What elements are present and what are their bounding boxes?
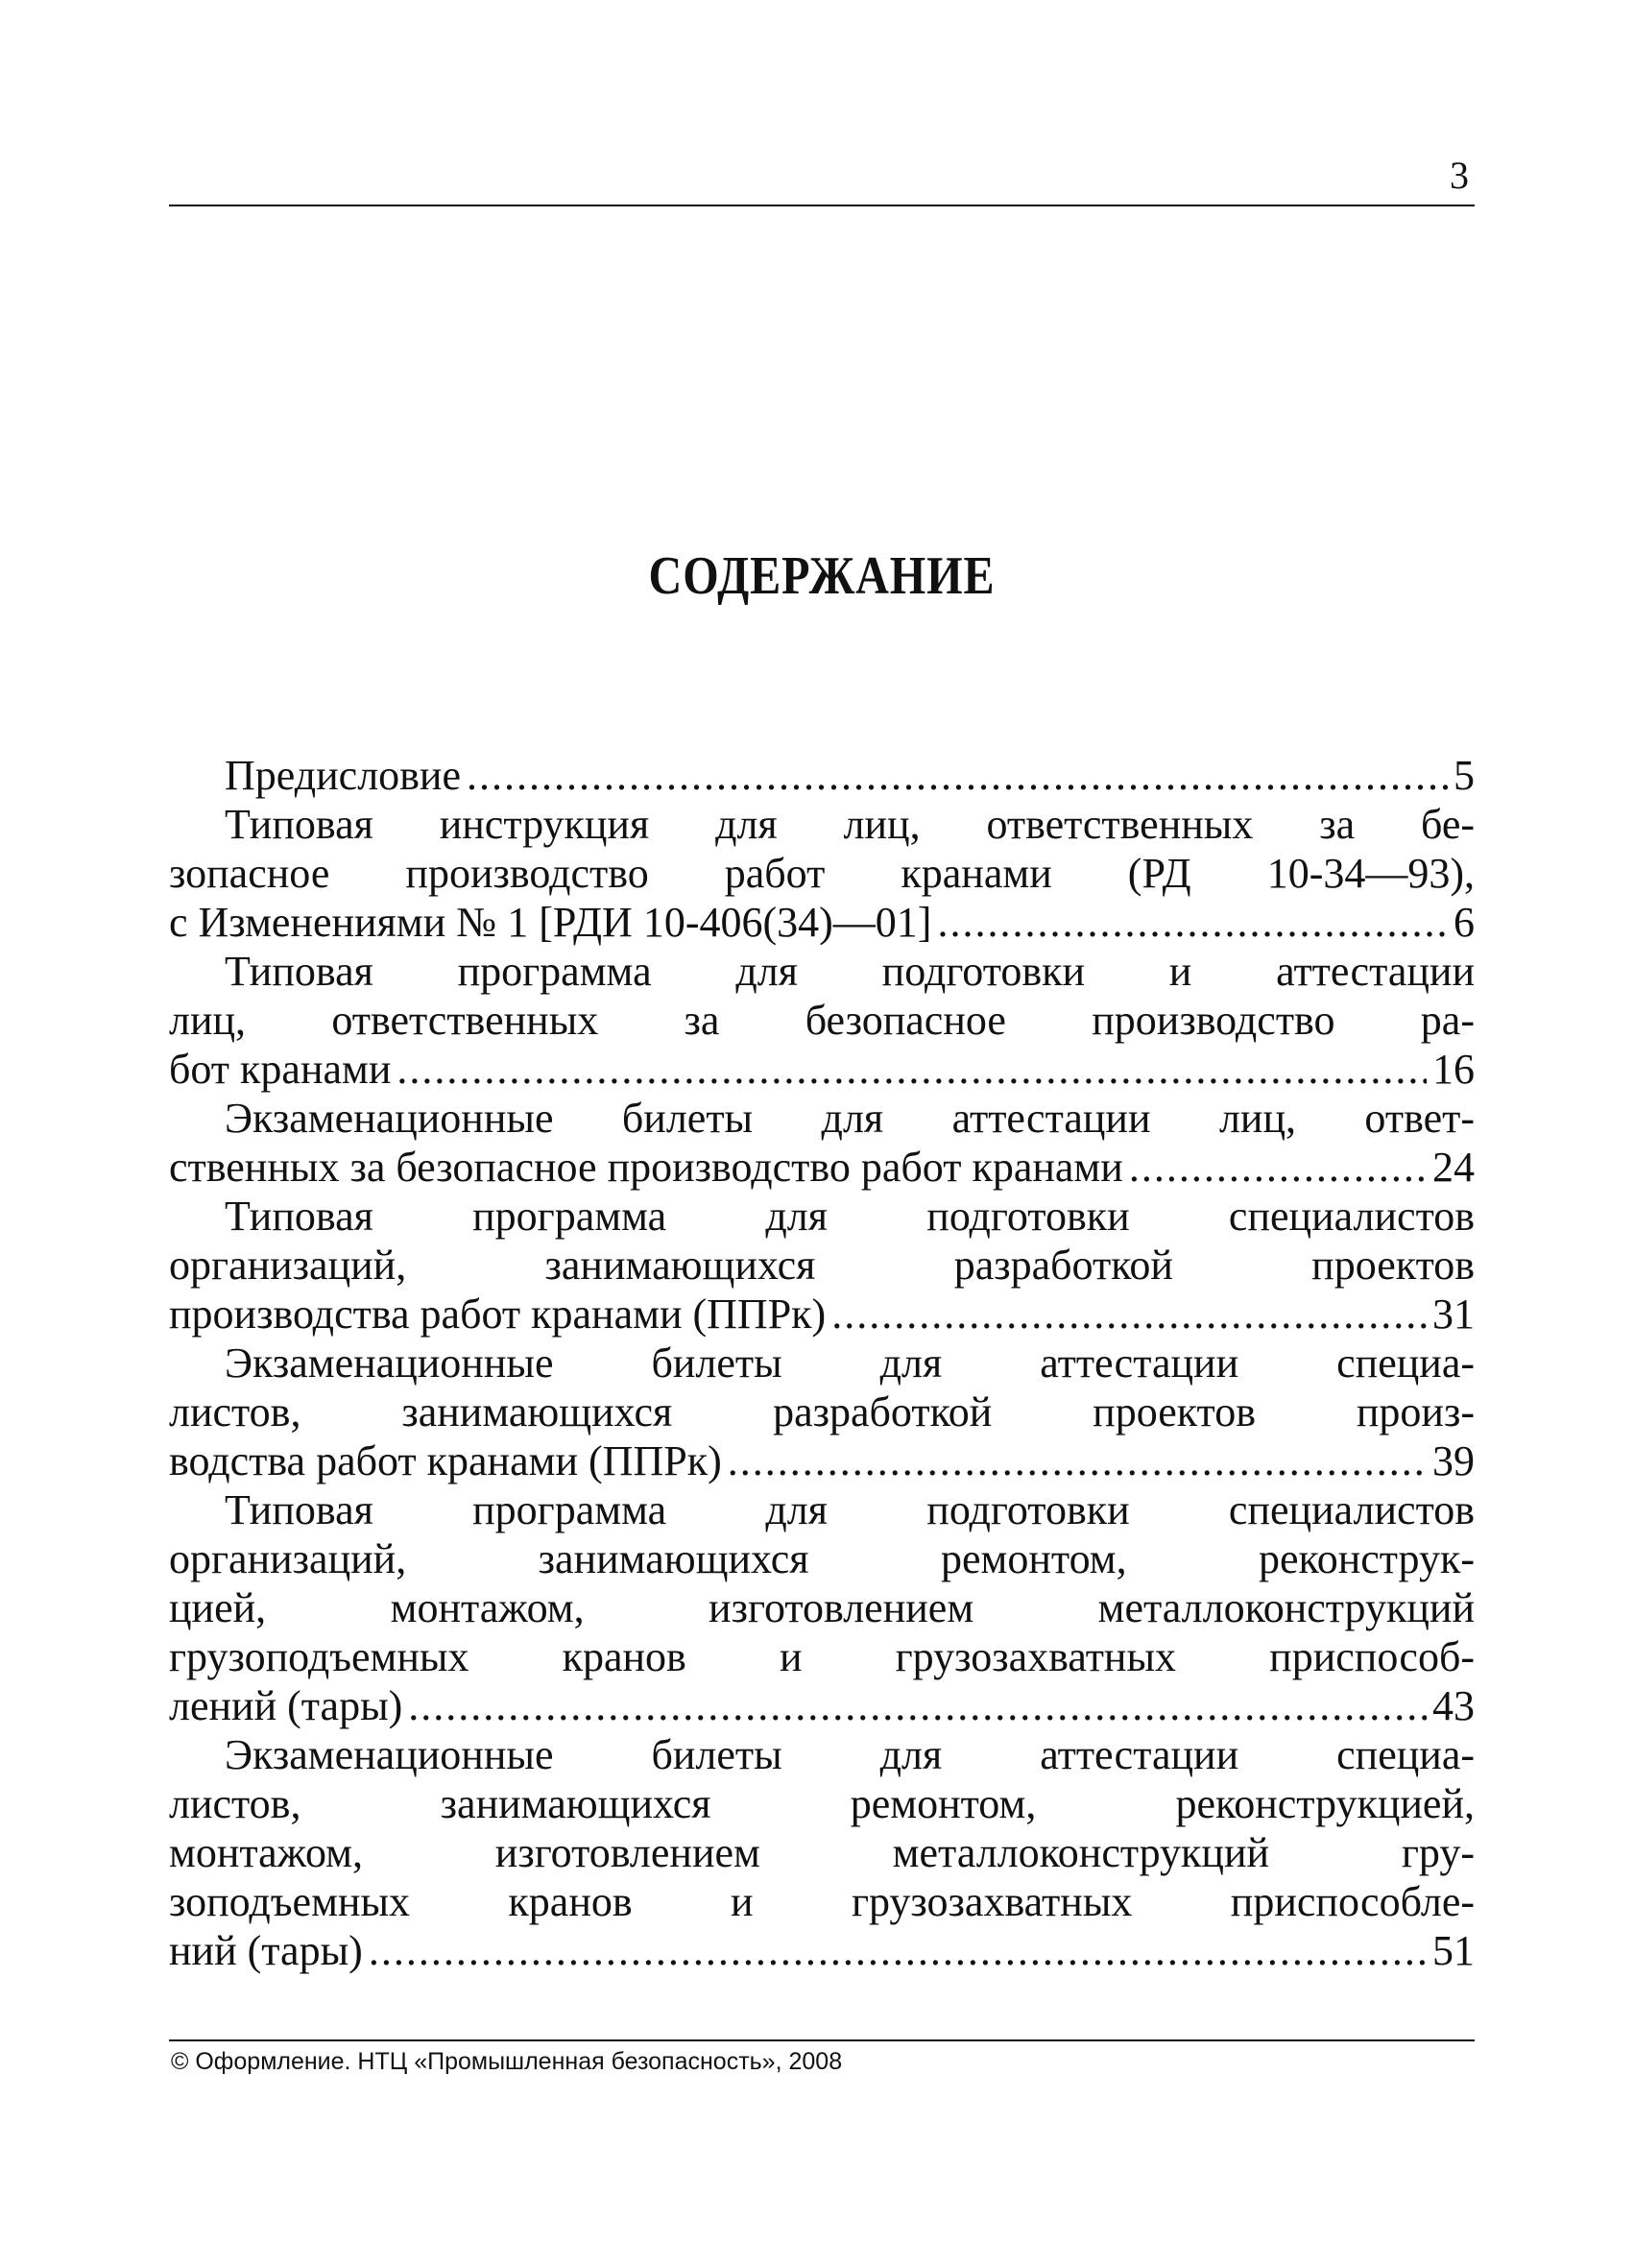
toc-entry[interactable]: [169, 751, 1475, 800]
footer-rule: [169, 2039, 1475, 2041]
toc-entry-title-line: производства работ кранами (ППРк): [169, 1291, 827, 1338]
toc-entry-last-line: [169, 1045, 1475, 1094]
toc-entry-title-line: с Изменениями № 1 [РДИ 10-406(34)—01]: [169, 899, 932, 946]
toc-entry-title-line: бот кранами: [169, 1046, 392, 1093]
toc-page-number: 24: [1432, 1144, 1475, 1191]
page-title: СОДЕРЖАНИЕ: [648, 546, 996, 606]
toc-entry-title-line: Типовая программа для подготовки и аттестации: [225, 948, 1475, 995]
toc-entry-last-line: [169, 1926, 1475, 1975]
toc-entry[interactable]: [169, 1094, 1475, 1192]
toc-entry-title-line: Предисловие: [225, 752, 461, 799]
toc-entry-title-line: зопасное производство работ кранами (РД 10-34—93),: [169, 850, 1475, 897]
toc-entry-last-line: [169, 751, 1475, 800]
toc-entry-title-line: водства работ кранами (ППРк): [169, 1437, 722, 1484]
toc-entry[interactable]: [169, 1339, 1475, 1485]
header-rule: [169, 205, 1475, 206]
table-of-contents: [169, 751, 1475, 1975]
toc-entry-last-line: [169, 1681, 1475, 1730]
toc-entry[interactable]: [169, 947, 1475, 1094]
toc-page-number: 39: [1432, 1437, 1475, 1484]
toc-page-number: 5: [1454, 752, 1475, 799]
toc-entry-last-line: [169, 898, 1475, 947]
toc-entry-title-line: грузоподъемных кранов и грузозахватных приспособ-: [169, 1633, 1475, 1680]
copyright-notice: © Оформление. НТЦ «Промышленная безопасность», 2008: [171, 2048, 843, 2075]
toc-entry-title-line: цией, монтажом, изготовлением металлоконструкций: [169, 1584, 1475, 1631]
toc-page-number: 43: [1432, 1682, 1475, 1729]
toc-entry-title-line: зоподъемных кранов и грузозахватных приспособле-: [169, 1878, 1475, 1925]
toc-entry[interactable]: [169, 1192, 1475, 1339]
toc-entry-title-line: лений (тары): [169, 1682, 403, 1729]
toc-entry[interactable]: [169, 800, 1475, 947]
toc-entry[interactable]: [169, 1485, 1475, 1730]
dot-leader: [467, 751, 1448, 800]
toc-entry-title-line: Экзаменационные билеты для аттестации специа-: [225, 1339, 1475, 1387]
dot-leader: [396, 1045, 1427, 1094]
dot-leader: [1129, 1143, 1427, 1192]
toc-entry-title-line: организаций, занимающихся ремонтом, реконструк-: [169, 1535, 1475, 1582]
toc-entry-title-line: Типовая программа для подготовки специалистов: [225, 1486, 1475, 1533]
page-number: 3: [1450, 154, 1469, 197]
toc-entry-title-line: ний (тары): [169, 1927, 363, 1974]
toc-page-number: 31: [1432, 1291, 1475, 1338]
dot-leader: [408, 1681, 1427, 1730]
toc-entry-title-line: Экзаменационные билеты для аттестации специа-: [225, 1731, 1475, 1778]
toc-entry-title-line: монтажом, изготовлением металлоконструкций гру-: [169, 1829, 1475, 1876]
toc-entry-last-line: [169, 1436, 1475, 1485]
toc-entry-title-line: организаций, занимающихся разработкой проектов: [169, 1242, 1475, 1289]
toc-entry-title-line: Типовая программа для подготовки специалистов: [225, 1193, 1475, 1240]
dot-leader: [728, 1436, 1427, 1485]
toc-entry-title-line: листов, занимающихся разработкой проектов произ-: [169, 1388, 1475, 1436]
dot-leader: [369, 1926, 1427, 1975]
dot-leader: [831, 1290, 1427, 1339]
toc-entry-title-line: Типовая инструкция для лиц, ответственных за бе-: [225, 801, 1475, 848]
toc-entry-last-line: [169, 1290, 1475, 1339]
toc-entry-title-line: Экзаменационные билеты для аттестации лиц, ответ-: [225, 1095, 1475, 1142]
toc-page-number: 16: [1432, 1046, 1475, 1093]
toc-page-number: 51: [1432, 1927, 1475, 1974]
toc-entry-last-line: [169, 1143, 1475, 1192]
toc-entry[interactable]: [169, 1730, 1475, 1975]
toc-page-number: 6: [1454, 899, 1475, 946]
toc-entry-title-line: листов, занимающихся ремонтом, реконструкцией,: [169, 1780, 1475, 1827]
toc-entry-title-line: лиц, ответственных за безопасное производство ра-: [169, 997, 1475, 1044]
toc-entry-title-line: ственных за безопасное производство работ кранами: [169, 1144, 1123, 1191]
dot-leader: [937, 898, 1448, 947]
